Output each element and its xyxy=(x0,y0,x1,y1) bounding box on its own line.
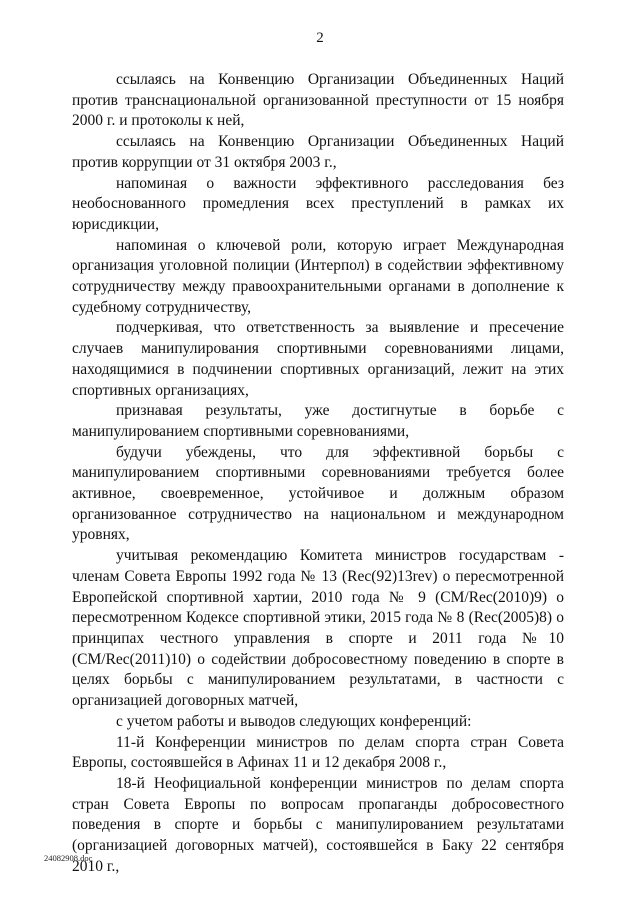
page-number: 2 xyxy=(316,30,324,46)
paragraph-interpol-role: напоминая о ключевой роли, которую играет Международная организация уголовной полиции (Интерпол) в содействии эффективному сотрудничеству между правоохранительными органами в дополнение к судебному сотрудничеству, xyxy=(72,236,564,316)
document-body xyxy=(72,70,564,877)
paragraph-sports-organizations-responsibility: подчеркивая, что ответственность за выявление и пресечение случаев манипулирования спортивными соревнованиями лицами, находящимися в подчинении спортивных организаций, лежит на этих спортивных организациях, xyxy=(72,319,564,399)
paragraph-conferences-intro: с учетом работы и выводов следующих конференций: xyxy=(116,712,472,730)
paragraph-committee-recommendations: учитывая рекомендацию Комитета министров государствам - членам Совета Европы 1992 года № 13 (Rec(92)13rev) о пересмотренной Европейской спортивной хартии, 2010 года № 9 (CM/Rec(2010)9) о пересмотренном Кодексе спортивной этики, 2015 года № 8 (Rec(2005)8) о принципах честного управления в спорте и 2011 года №10 (CM/Rec(2011)10) о содействии добросовестному поведению в спорте в целях борьбы с манипулированием результатами, в частности с организацией договорных матчей, xyxy=(72,547,564,710)
paragraph-un-organized-crime-convention: ссылаясь на Конвенцию Организации Объединенных Наций против транснациональной организованной преступности от 15 ноября 2000 г. и протоколы к ней, xyxy=(72,71,564,130)
paragraph-un-corruption-convention: ссылаясь на Конвенцию Организации Объединенных Наций против коррупции от 31 октября 2003 г., xyxy=(72,133,564,171)
paragraph-effective-investigation: напоминая о важности эффективного расследования без необоснованного промедления всех преступлений в рамках их юрисдикции, xyxy=(72,174,564,233)
paragraph-results-achieved: признавая результаты, уже достигнутые в борьбе с манипулированием спортивными соревнованиями, xyxy=(72,402,564,440)
footer-file-code: 24082908.doc xyxy=(44,853,93,863)
paragraph-baku-conference: 18-й Неофициальной конференции министров по делам спорта стран Совета Европы по вопросам пропаганды добросовестного поведения в спорте и борьбы с манипулированием результатами (организацией договорных матчей), состоявшейся в Баку 22 сентября 2010 г., xyxy=(72,774,564,875)
paragraph-cooperation-needed: будучи убеждены, что для эффективной борьбы с манипулированием спортивными соревнованиями требуется более активное, своевременное, устойчивое и должным образом организованное сотрудничество на национальном и международном уровнях, xyxy=(72,443,564,544)
paragraph-athens-conference: 11-й Конференции министров по делам спорта стран Совета Европы, состоявшейся в Афинах 11 и 12 декабря 2008 г., xyxy=(72,733,564,772)
